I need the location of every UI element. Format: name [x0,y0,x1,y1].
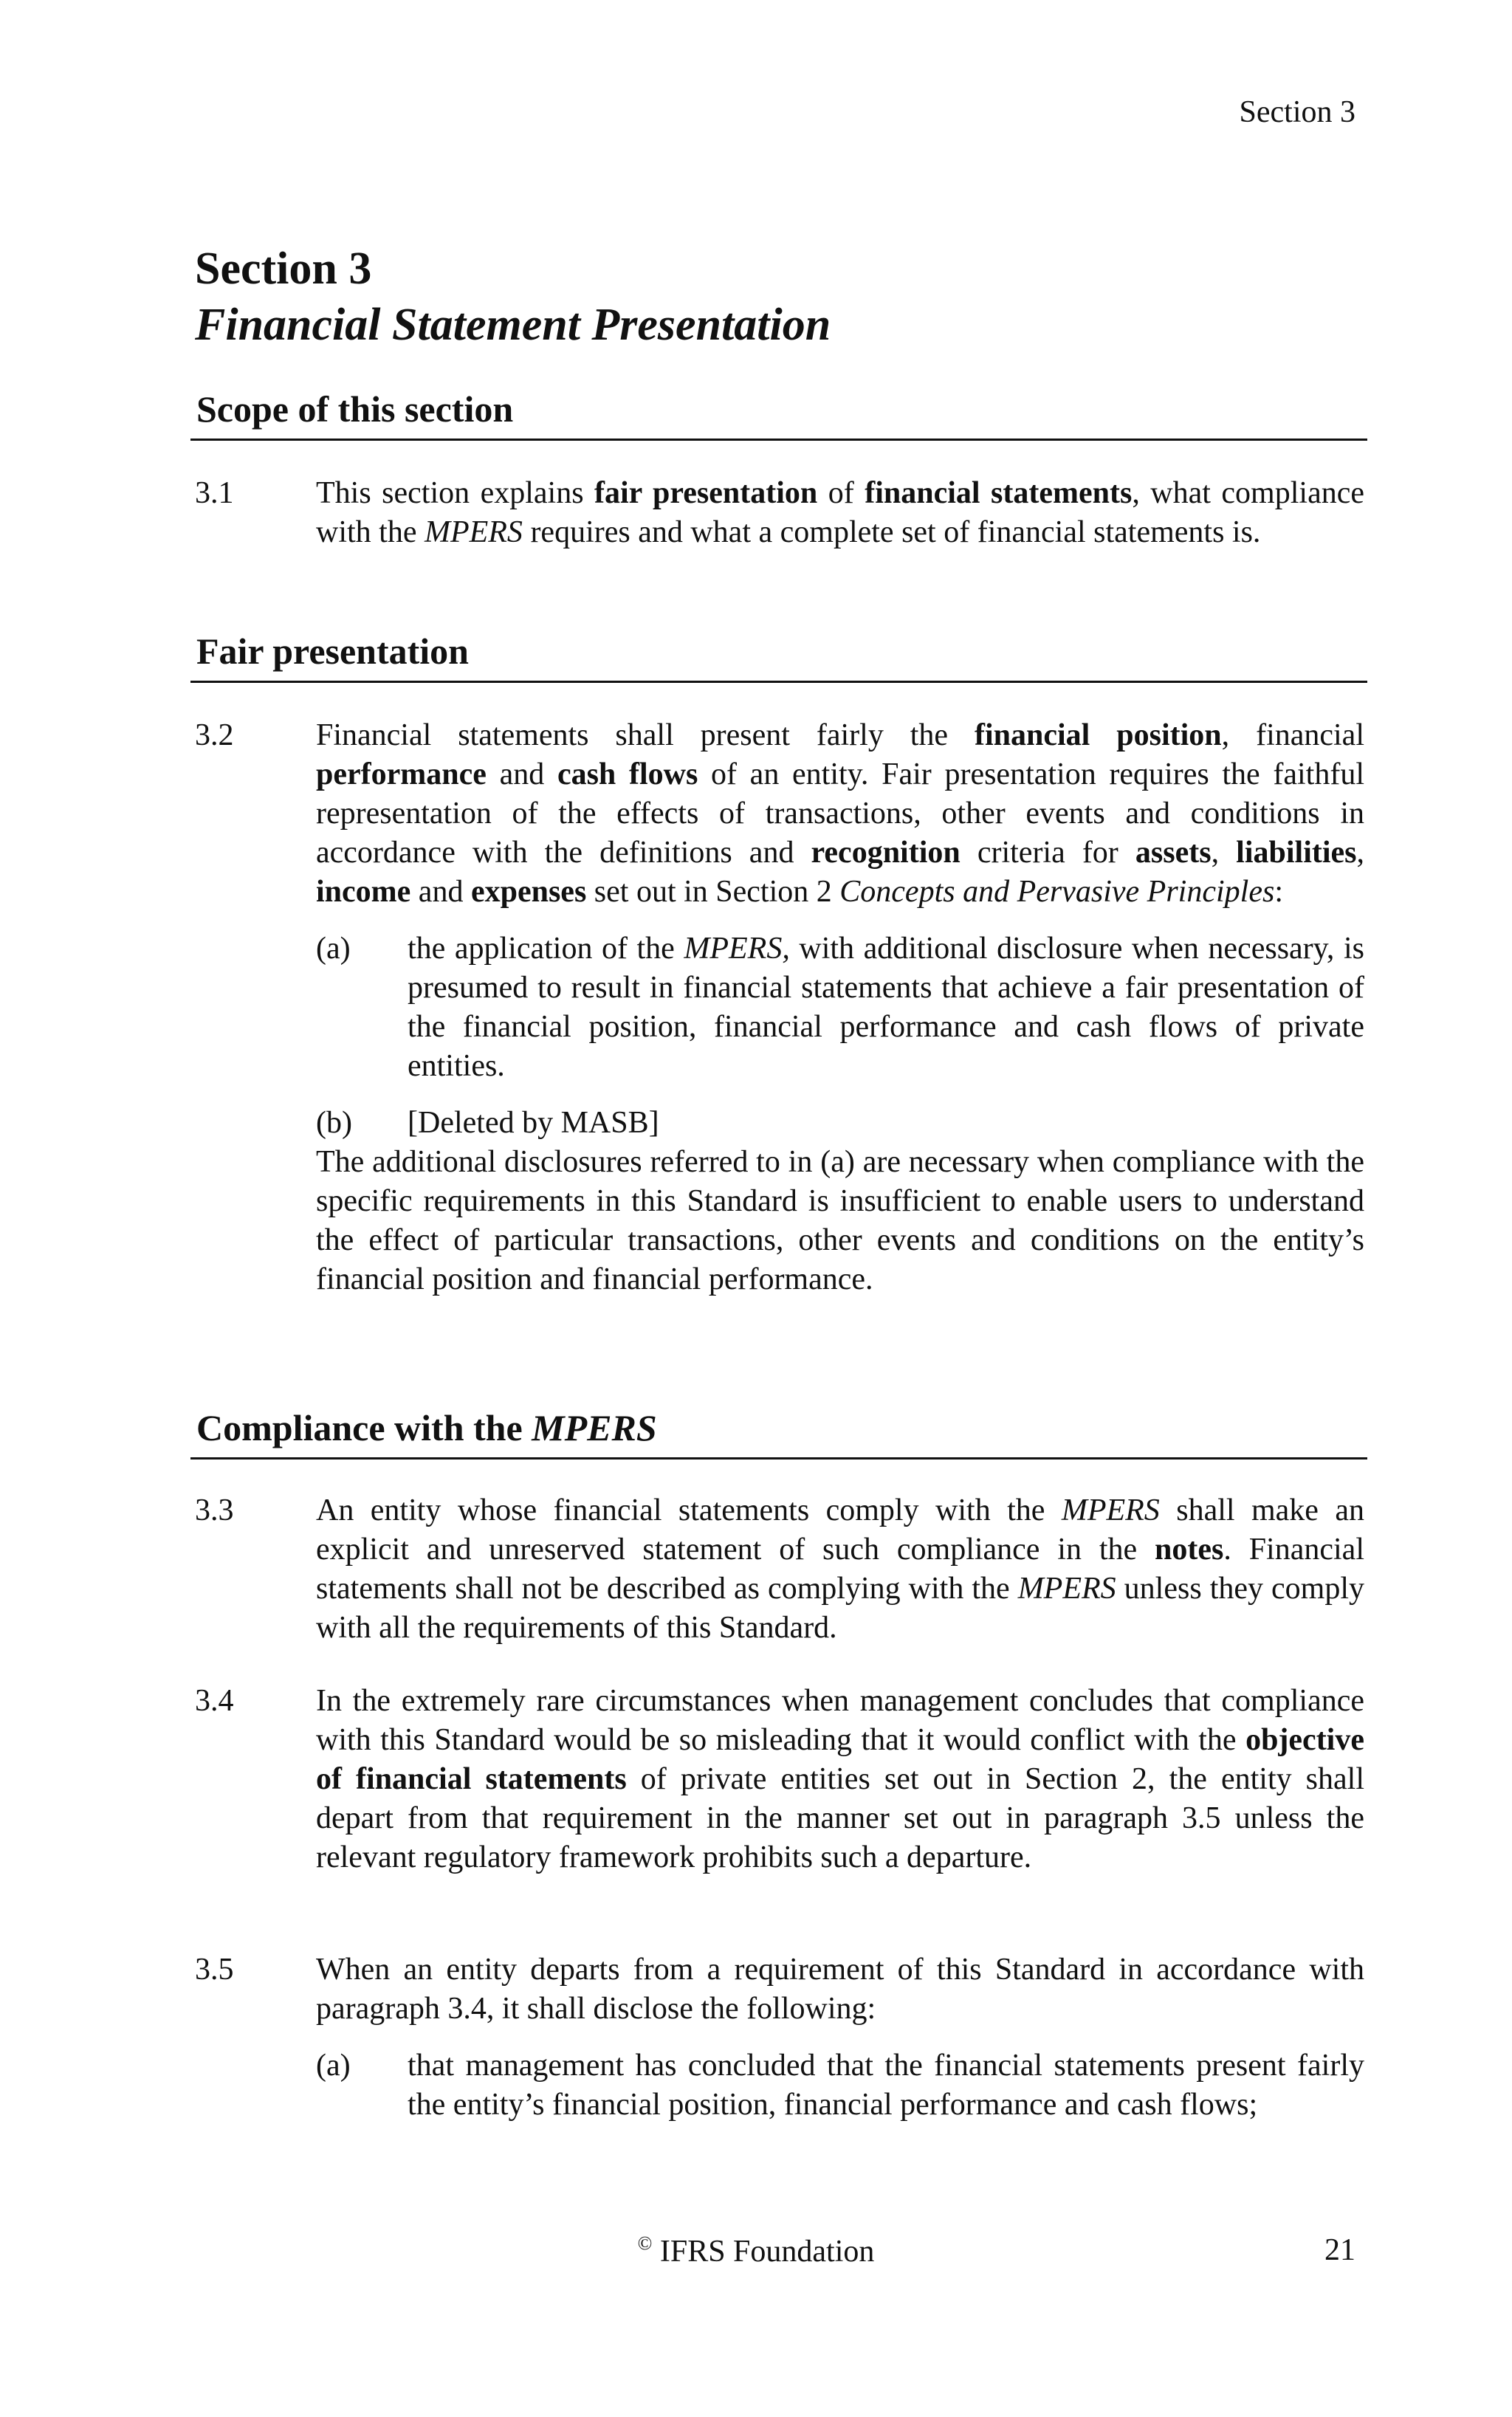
heading-scope: Scope of this section [190,387,1367,441]
paragraph-3-4: 3.4 In the extremely rare circumstances when management concludes that compliance with this Standard would be so misleading that it would conflict with the objective of financial statements of private entities set out in Section 2, the entity shall depart from that requirement in the manner set out in paragraph 3.5 unless the relevant regulatory framework prohibits such a departure. [195,1682,1364,1877]
list-item-a: (a) that management has concluded that the financial statements present fairly the entity’s financial position, financial performance and cash flows; [316,2049,1364,2122]
paragraph-continuation: The additional disclosures referred to in (a) are necessary when compliance with the specific requirements in this Standard is insufficient to enable users to understand the effect of particular transactions, other events and conditions on the entity’s financial position and financial performance. [316,1145,1364,1296]
paragraph-3-2: 3.2 Financial statements shall present fairly the financial position, financial performance and cash flows of an entity. Fair presentation requires the faithful representation of the effects of transactions, other events and conditions in accordance with the definitions and recognition criteria for assets, liabilities, income and expenses set out in Section 2 Concepts and Pervasive Principles: (a) the application of the MPERS, with additional disclosure when necessary, is presumed to result in financial statements that achieve a fair presentation of the financial position, financial performance and cash flows of private entities. (b) [Deleted by MASB] The additional disclosures referred to in (a) are necessary when compliance with the specific requirements in this Standard is insufficient to enable users to understand the effect of particular transactions, other events and conditions on the entity’s financial position and financial performance. [195,716,1364,1299]
running-header: Section 3 [1239,95,1355,129]
paragraph-number: 3.2 [195,718,234,752]
paragraph-3-3: 3.3 An entity whose financial statements comply with the MPERS shall make an explicit and unreserved statement of such compliance in the notes. Financial statements shall not be described as complying with the MPERS unless they comply with all the requirements of this Standard. [195,1491,1364,1648]
paragraph-3-5: 3.5 When an entity departs from a requirement of this Standard in accordance with paragraph 3.4, it shall disclose the following: (a) that management has concluded that the financial statements present fairly the entity’s financial position, financial performance and cash flows; [195,1950,1364,2125]
paragraph-number: 3.4 [195,1684,234,1718]
section-number-title: Section 3 [195,244,372,294]
paragraph-number: 3.1 [195,476,234,510]
heading-fair-presentation: Fair presentation [190,629,1367,683]
section-name-title: Financial Statement Presentation [195,300,831,350]
footer-copyright: © IFRS Foundation [637,2232,875,2269]
list-item-a: (a) the application of the MPERS, with additional disclosure when necessary, is presumed to result in financial statements that achieve a fair presentation of the financial position, financial performance and cash flows of private entities. [316,932,1364,1083]
heading-compliance: Compliance with the MPERS [190,1406,1367,1460]
list-item-b: (b) [Deleted by MASB] [316,1106,659,1140]
paragraph-3-1: 3.1 This section explains fair presentation of financial statements, what compliance with the MPERS requires and what a complete set of financial statements is. [195,474,1364,552]
page-title [195,241,831,353]
paragraph-number: 3.5 [195,1953,234,1987]
paragraph-number: 3.3 [195,1493,234,1527]
page-number: 21 [1324,2233,1355,2267]
